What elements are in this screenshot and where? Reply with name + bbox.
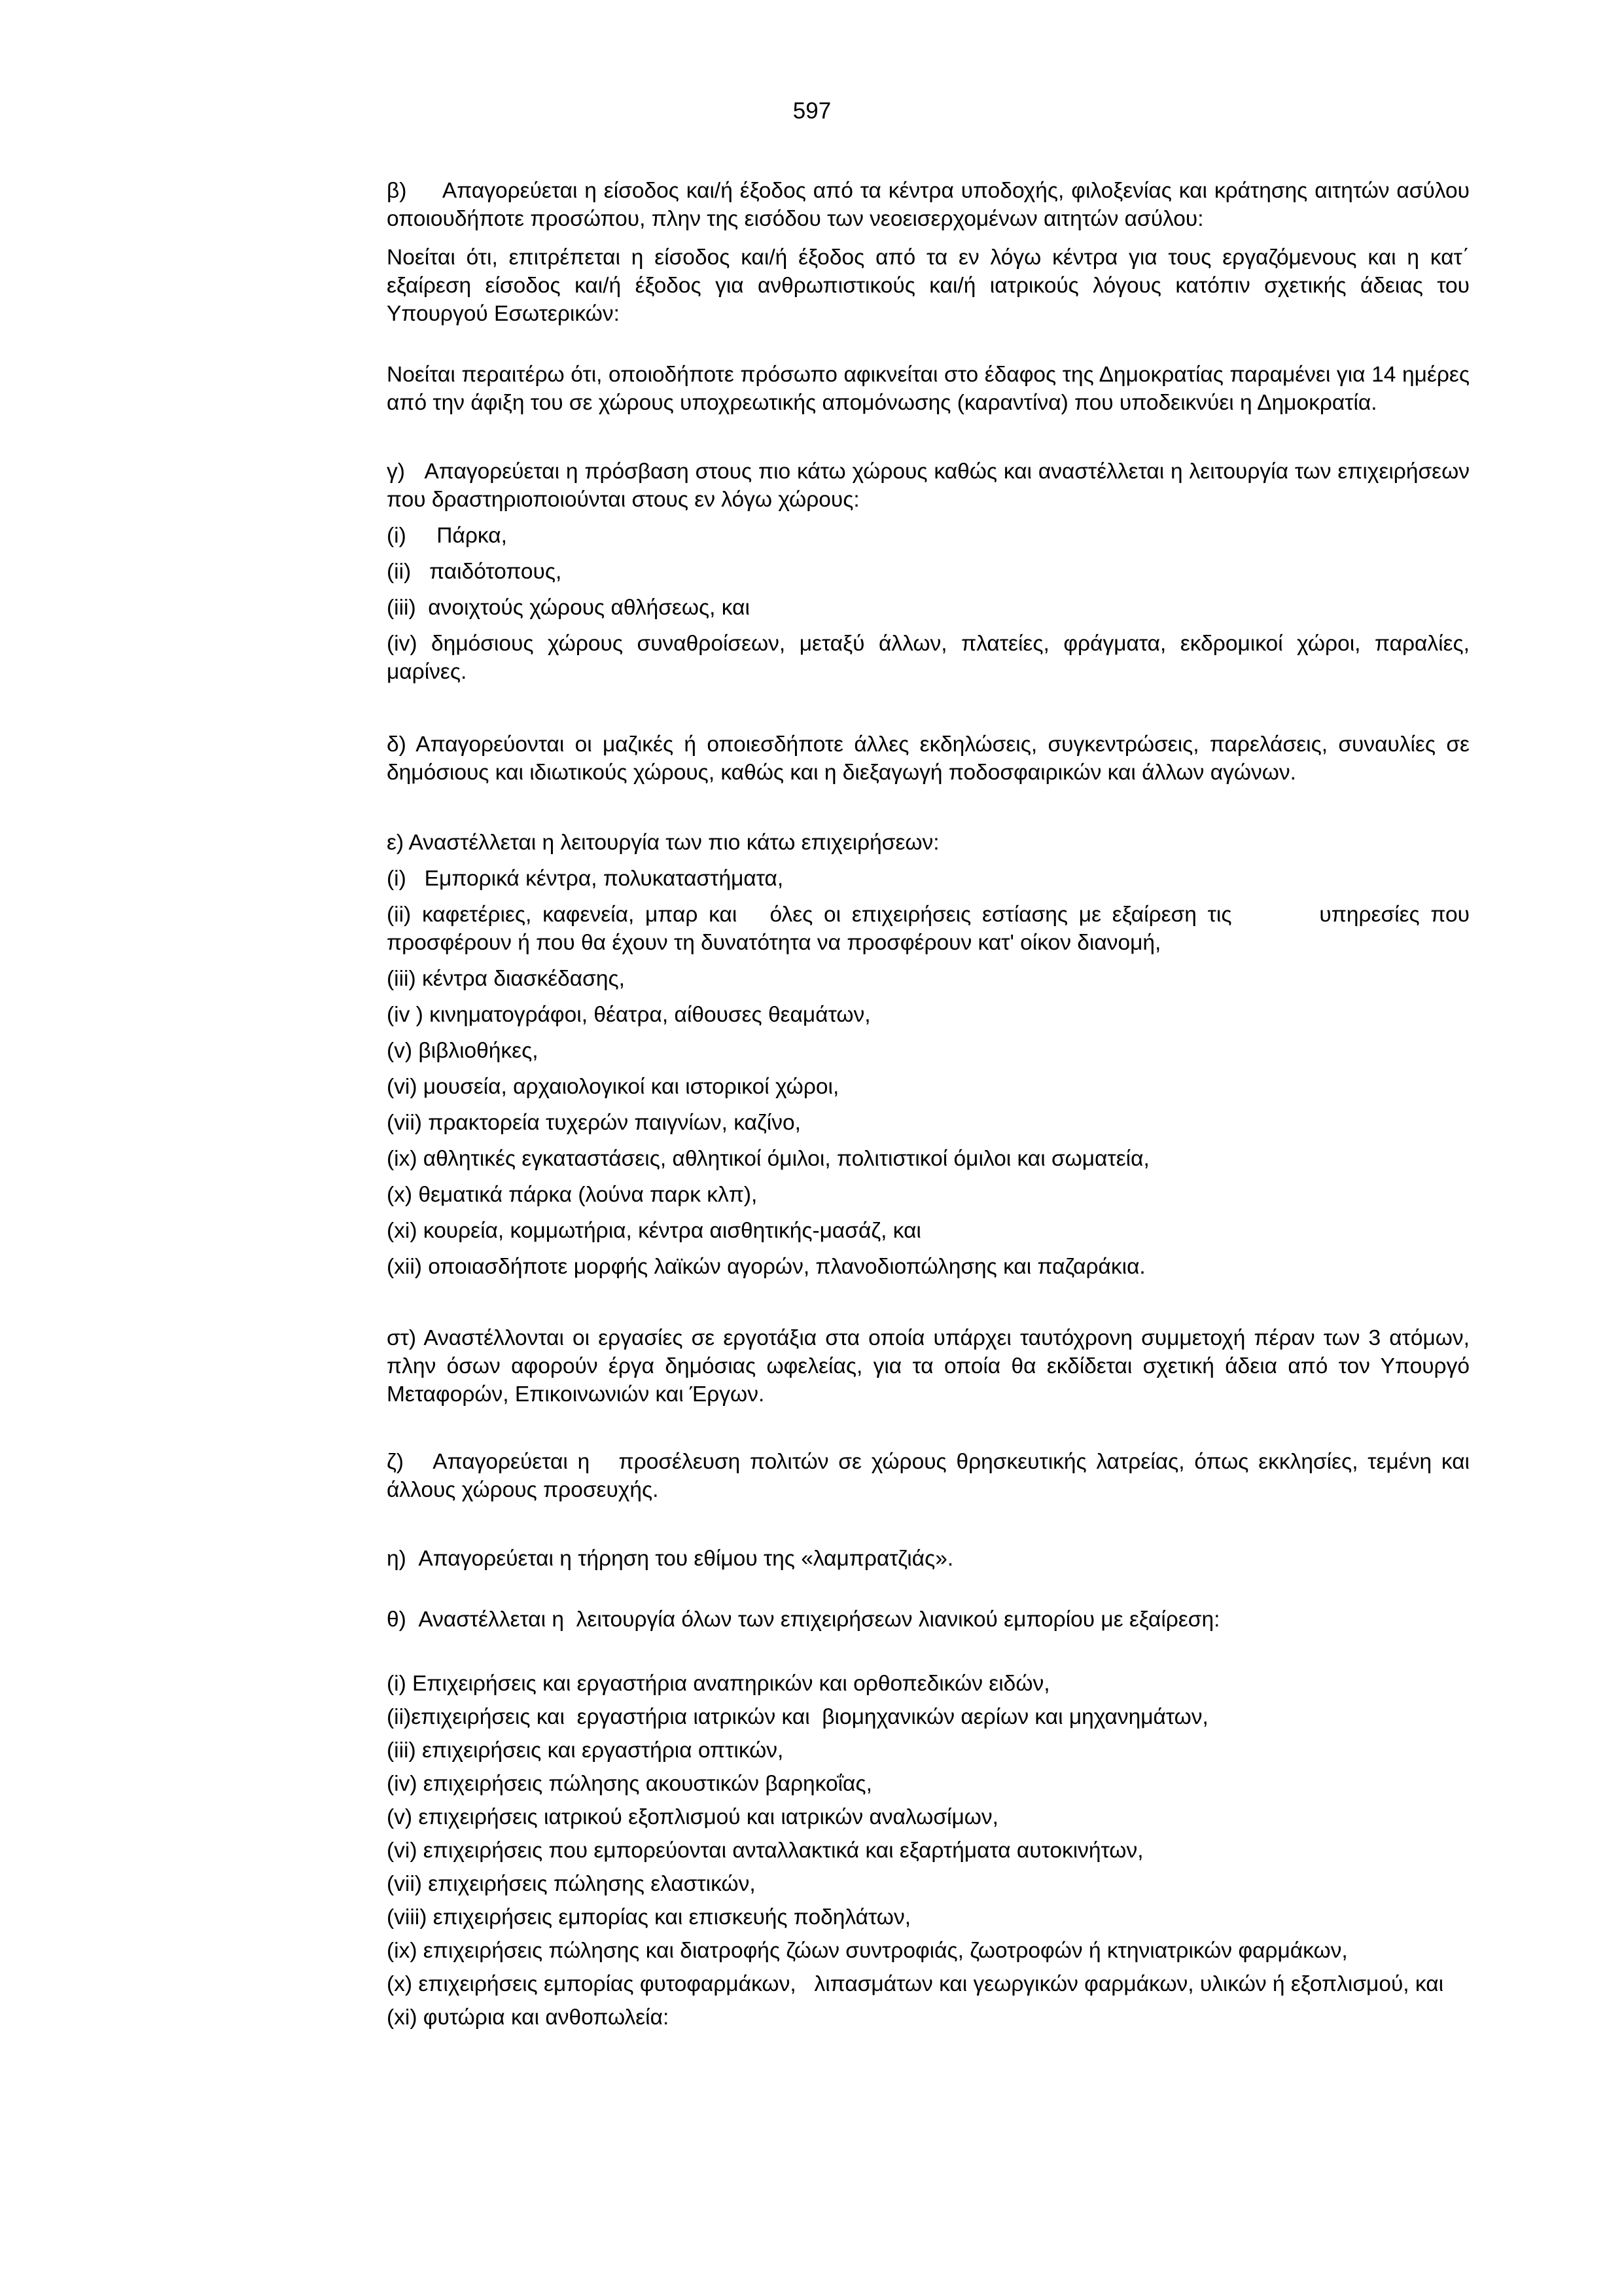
paragraph-e-intro: ε) Αναστέλλεται η λειτουργία των πιο κάτω επιχειρήσεων: bbox=[387, 831, 940, 855]
list-item-e-ii: (ii) καφετέριες, καφενεία, μπαρ και όλες οι επιχειρήσεις εστίασης με εξαίρεση τις υπηρεσίες που προσφέρουν ή που θα έχουν τη δυνατότητα να προσφέρουν κατ' οίκον διανομή, bbox=[387, 903, 1470, 955]
list-item-e-i: (i) Εμπορικά κέντρα, πολυκαταστήματα, bbox=[387, 867, 784, 891]
page-number: 597 bbox=[792, 98, 832, 124]
paragraph-b: β) Απαγορεύεται η είσοδος και/ή έξοδος από τα κέντρα υποδοχής, φιλοξενίας και κράτησης αιτητών ασύλου οποιουδήποτε προσώπου, πλην της εισόδου των νεοεισερχομένων αιτητών ασύλου: bbox=[387, 179, 1470, 231]
list-item-g-iv: (iv) δημόσιους χώρους συναθροίσεων, μεταξύ άλλων, πλατείες, φράγματα, εκδρομικοί χώροι, παραλίες, μαρίνες. bbox=[387, 632, 1470, 684]
list-item-th-x: (x) επιχειρήσεις εμπορίας φυτοφαρμάκων, λιπασμάτων και γεωργικών φαρμάκων, υλικών ή εξοπλισμού, και bbox=[387, 1972, 1444, 1996]
paragraph-b-proviso-1: Νοείται ότι, επιτρέπεται η είσοδος και/ή έξοδος από τα εν λόγω κέντρα για τους εργαζόμενους και η κατ΄ εξαίρεση είσοδος και/ή έξοδος για ανθρωπιστικούς και/ή ιατρικούς λόγους κατόπιν σχετικής άδειας του Υπουργού Εσωτερικών: bbox=[387, 245, 1470, 326]
list-item-e-xii: (xii) οποιασδήποτε μορφής λαϊκών αγορών, πλανοδιοπώλησης και παζαράκια. bbox=[387, 1255, 1146, 1279]
list-item-th-v: (v) επιχειρήσεις ιατρικού εξοπλισμού και ιατρικών αναλωσίμων, bbox=[387, 1805, 998, 1829]
paragraph-g-intro: γ) Απαγορεύεται η πρόσβαση στους πιο κάτω χώρους καθώς και αναστέλλεται η λειτουργία των επιχειρήσεων που δραστηριοποιούνται στους εν λόγω χώρους: bbox=[387, 459, 1470, 512]
list-item-th-ii: (ii)επιχειρήσεις και εργαστήρια ιατρικών και βιομηχανικών αερίων και μηχανημάτων, bbox=[387, 1705, 1209, 1729]
list-item-th-xi: (xi) φυτώρια και ανθοπωλεία: bbox=[387, 2005, 669, 2030]
paragraph-th-intro: θ) Αναστέλλεται η λειτουργία όλων των επιχειρήσεων λιανικού εμπορίου με εξαίρεση: bbox=[387, 1607, 1220, 1632]
list-item-th-viii: (viii) επιχειρήσεις εμπορίας και επισκευής ποδηλάτων, bbox=[387, 1905, 911, 1929]
paragraph-b-proviso-2: Νοείται περαιτέρω ότι, οποιοδήποτε πρόσωπο αφικνείται στο έδαφος της Δημοκρατίας παραμένει για 14 ημέρες από την άφιξη του σε χώρους υποχρεωτικής απομόνωσης (καραντίνα) που υποδεικνύει η Δημοκρατία. bbox=[387, 363, 1470, 415]
list-item-g-ii: (ii) παιδότοπους, bbox=[387, 560, 562, 584]
list-item-th-i: (i) Επιχειρήσεις και εργαστήρια αναπηρικών και ορθοπεδικών ειδών, bbox=[387, 1672, 1050, 1696]
list-item-e-x: (x) θεματικά πάρκα (λούνα παρκ κλπ), bbox=[387, 1183, 758, 1207]
paragraph-st: στ) Αναστέλλονται οι εργασίες σε εργοτάξια στα οποία υπάρχει ταυτόχρονη συμμετοχή πέραν των 3 ατόμων, πλην όσων αφορούν έργα δημόσιας ωφελείας, για τα οποία θα εκδίδεται σχετική άδεια από τον Υπουργό Μεταφορών, Επικοινωνιών και Έργων. bbox=[387, 1326, 1470, 1407]
list-item-th-vi: (vi) επιχειρήσεις που εμπορεύονται ανταλλακτικά και εξαρτήματα αυτοκινήτων, bbox=[387, 1839, 1144, 1863]
list-item-th-ix: (ix) επιχειρήσεις πώλησης και διατροφής ζώων συντροφιάς, ζωοτροφών ή κτηνιατρικών φαρμάκων, bbox=[387, 1939, 1348, 1963]
paragraph-d: δ) Απαγορεύονται οι μαζικές ή οποιεσδήποτε άλλες εκδηλώσεις, συγκεντρώσεις, παρελάσεις, συναυλίες σε δημόσιους και ιδιωτικούς χώρους, καθώς και η διεξαγωγή ποδοσφαιρικών και άλλων αγώνων. bbox=[387, 732, 1470, 785]
list-item-e-ix: (ix) αθλητικές εγκαταστάσεις, αθλητικοί όμιλοι, πολιτιστικοί όμιλοι και σωματεία, bbox=[387, 1147, 1150, 1171]
paragraph-z: ζ) Απαγορεύεται η προσέλευση πολιτών σε χώρους θρησκευτικής λατρείας, όπως εκκλησίες, τεμένη και άλλους χώρους προσευχής. bbox=[387, 1450, 1470, 1502]
list-item-e-v: (v) βιβλιοθήκες, bbox=[387, 1039, 538, 1063]
list-item-g-iii: (iii) ανοιχτούς χώρους αθλήσεως, και bbox=[387, 596, 750, 620]
document-body bbox=[387, 177, 1470, 2032]
paragraph-h: η) Απαγορεύεται η τήρηση του εθίμου της «λαμπρατζιάς». bbox=[387, 1547, 954, 1571]
list-item-e-iv: (iv ) κινηματογράφοι, θέατρα, αίθουσες θεαμάτων, bbox=[387, 1003, 871, 1027]
list-item-th-iv: (iv) επιχειρήσεις πώλησης ακουστικών βαρηκοΐας, bbox=[387, 1772, 872, 1796]
list-item-e-xi: (xi) κουρεία, κομμωτήρια, κέντρα αισθητικής-μασάζ, και bbox=[387, 1219, 921, 1243]
list-item-e-iii: (iii) κέντρα διασκέδασης, bbox=[387, 967, 625, 991]
list-item-e-vii: (vii) πρακτορεία τυχερών παιγνίων, καζίνο, bbox=[387, 1111, 801, 1135]
list-item-g-i: (i) Πάρκα, bbox=[387, 524, 507, 548]
list-item-e-vi: (vi) μουσεία, αρχαιολογικοί και ιστορικοί χώροι, bbox=[387, 1075, 839, 1099]
list-item-th-iii: (iii) επιχειρήσεις και εργαστήρια οπτικών, bbox=[387, 1738, 784, 1763]
list-item-th-vii: (vii) επιχειρήσεις πώλησης ελαστικών, bbox=[387, 1872, 756, 1896]
